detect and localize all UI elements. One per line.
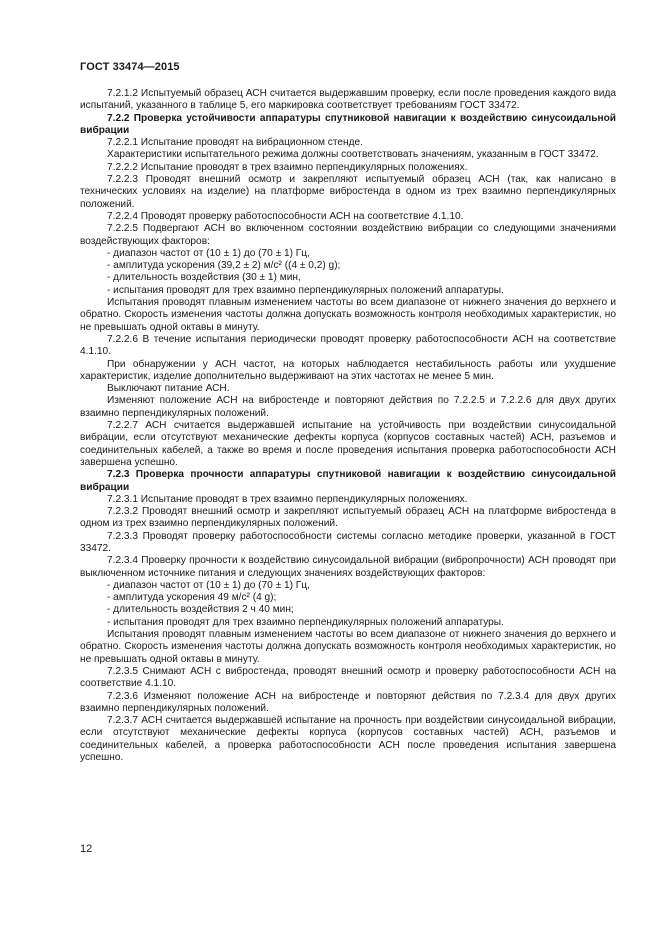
list-item-acceleration: - амплитуда ускорения 49 м/с² (4 g); xyxy=(107,592,277,604)
document-header: ГОСТ 33474—2015 xyxy=(80,61,180,73)
clause-7-2-2-4: 7.2.2.4 Проводят проверку работоспособности АСН на соответствие 4.1.10. xyxy=(107,210,464,222)
list-item-duration: - длительность воздействия 2 ч 40 мин; xyxy=(107,604,294,616)
list-item-positions: - испытания проводят для трех взаимно перпендикулярных положений аппаратуры. xyxy=(107,284,504,296)
paragraph-reposition: Изменяют положение АСН на вибростенде и повторяют действия по 7.2.2.5 и 7.2.2.6 для двух других взаимно перпендикулярных положений. xyxy=(80,395,616,419)
clause-7-2-3-4: 7.2.3.4 Проверку прочности к воздействию синусоидальной вибрации (вибропрочности) АСН проводят при выключенном источнике питания и следующих значениях воздействующих факторов: xyxy=(80,555,616,579)
list-item-acceleration: - амплитуда ускорения (39,2 ± 2) м/с² ((4 ± 0,2) g); xyxy=(107,260,341,272)
clause-7-2-2-1: 7.2.2.1 Испытание проводят на вибрационном стенде. xyxy=(107,137,363,149)
clause-7-2-1-2: 7.2.1.2 Испытуемый образец АСН считается выдержавшим проверку, если после проведения каждого вида испытаний, указанного в таблице 5, его маркировка соответствует требованиям ГОСТ 33472. xyxy=(80,88,616,112)
list-item-frequency-range: - диапазон частот от (10 ± 1) до (70 ± 1) Гц, xyxy=(107,579,310,591)
clause-7-2-3-7: 7.2.3.7 АСН считается выдержавшей испытание на прочность при воздействии синусоидальной вибрации, если отсутствуют механические дефекты корпуса (корпусов составных частей) АСН, разъемов и соединительных кабелей, а проверка работоспособности АСН после проведения испытания завершена успешно. xyxy=(80,715,616,764)
clause-7-2-2-6: 7.2.2.6 В течение испытания периодически проводят проверку работоспособности АСН на соответствие 4.1.10. xyxy=(80,333,616,358)
clause-7-2-2-5: 7.2.2.5 Подвергают АСН во включенном состоянии воздействию вибрации со следующими значениями воздействующих факторов: xyxy=(80,223,616,247)
paragraph-frequency-sweep: Испытания проводят плавным изменением частоты во всем диапазоне от нижнего значения до верхнего и обратно. Скорость изменения частоты должна допускать возможность контроля необходимых характеристик, но не превышать одной октавы в минуту. xyxy=(80,297,616,333)
clause-7-2-3-2: 7.2.3.2 Проводят внешний осмотр и закрепляют испытуемый образец АСН на платформе вибростенда в одном из трех взаимно перпендикулярных положений. xyxy=(80,506,616,530)
paragraph-power-off: Выключают питание АСН. xyxy=(107,383,230,395)
list-item-frequency-range: - диапазон частот от (10 ± 1) до (70 ± 1) Гц, xyxy=(107,247,310,259)
section-heading-7-2-3: 7.2.3 Проверка прочности аппаратуры спутниковой навигации к воздействию синусоидальной вибрации xyxy=(80,469,616,493)
clause-7-2-2-3: 7.2.2.3 Проводят внешний осмотр и закрепляют испытуемый образец АСН (так, как написано в технических условиях на изделие) на платформе вибростенда в одном из трех взаимно перпендикулярных положений. xyxy=(80,174,616,210)
list-item-positions: - испытания проводят для трех взаимно перпендикулярных положений аппаратуры. xyxy=(107,616,504,628)
paragraph-frequency-sweep: Испытания проводят плавным изменением частоты во всем диапазоне от нижнего значения до верхнего и обратно. Скорость изменения частоты должна допускать возможность контроля необходимых характеристик, но не превышать одной октавы в минуту. xyxy=(80,629,616,665)
paragraph-characteristics: Характеристики испытательного режима должны соответствовать значениям, указанным в ГОСТ 33472. xyxy=(107,149,599,161)
page-number: 12 xyxy=(80,843,93,855)
clause-7-2-2-7: 7.2.2.7 АСН считается выдержавшей испытание на устойчивость при воздействии синусоидальной вибрации, если отсутствуют механические дефекты корпуса (корпусов составных частей) АСН, разъемов и соединительных кабелей, а также во время и после проведения испытания проверка работоспособности АСН завершена успешно. xyxy=(80,420,616,468)
section-heading-7-2-2: 7.2.2 Проверка устойчивости аппаратуры спутниковой навигации к воздействию синусоидальной вибрации xyxy=(80,112,616,136)
list-item-duration: - длительность воздействия (30 ± 1) мин, xyxy=(107,272,301,284)
clause-7-2-3-3: 7.2.3.3 Проводят проверку работоспособности системы согласно методике проверки, указанной в ГОСТ 33472. xyxy=(80,530,616,554)
clause-7-2-3-6: 7.2.3.6 Изменяют положение АСН на вибростенде и повторяют действия по 7.2.3.4 для двух других взаимно перпендикулярных положений. xyxy=(80,690,616,714)
clause-7-2-2-2: 7.2.2.2 Испытание проводят в трех взаимно перпендикулярных положениях. xyxy=(107,161,468,173)
paragraph-instability: При обнаружении у АСН частот, на которых наблюдается нестабильность работы или ухудшение характеристик, изделие дополнительно выдерживают на этих частотах не менее 5 мин. xyxy=(80,358,616,382)
document-body xyxy=(80,88,616,764)
clause-7-2-3-5: 7.2.3.5 Снимают АСН с вибростенда, проводят внешний осмотр и проверку работоспособности АСН на соответствие 4.1.10. xyxy=(80,665,616,690)
clause-7-2-3-1: 7.2.3.1 Испытание проводят в трех взаимно перпендикулярных положениях. xyxy=(107,493,468,505)
